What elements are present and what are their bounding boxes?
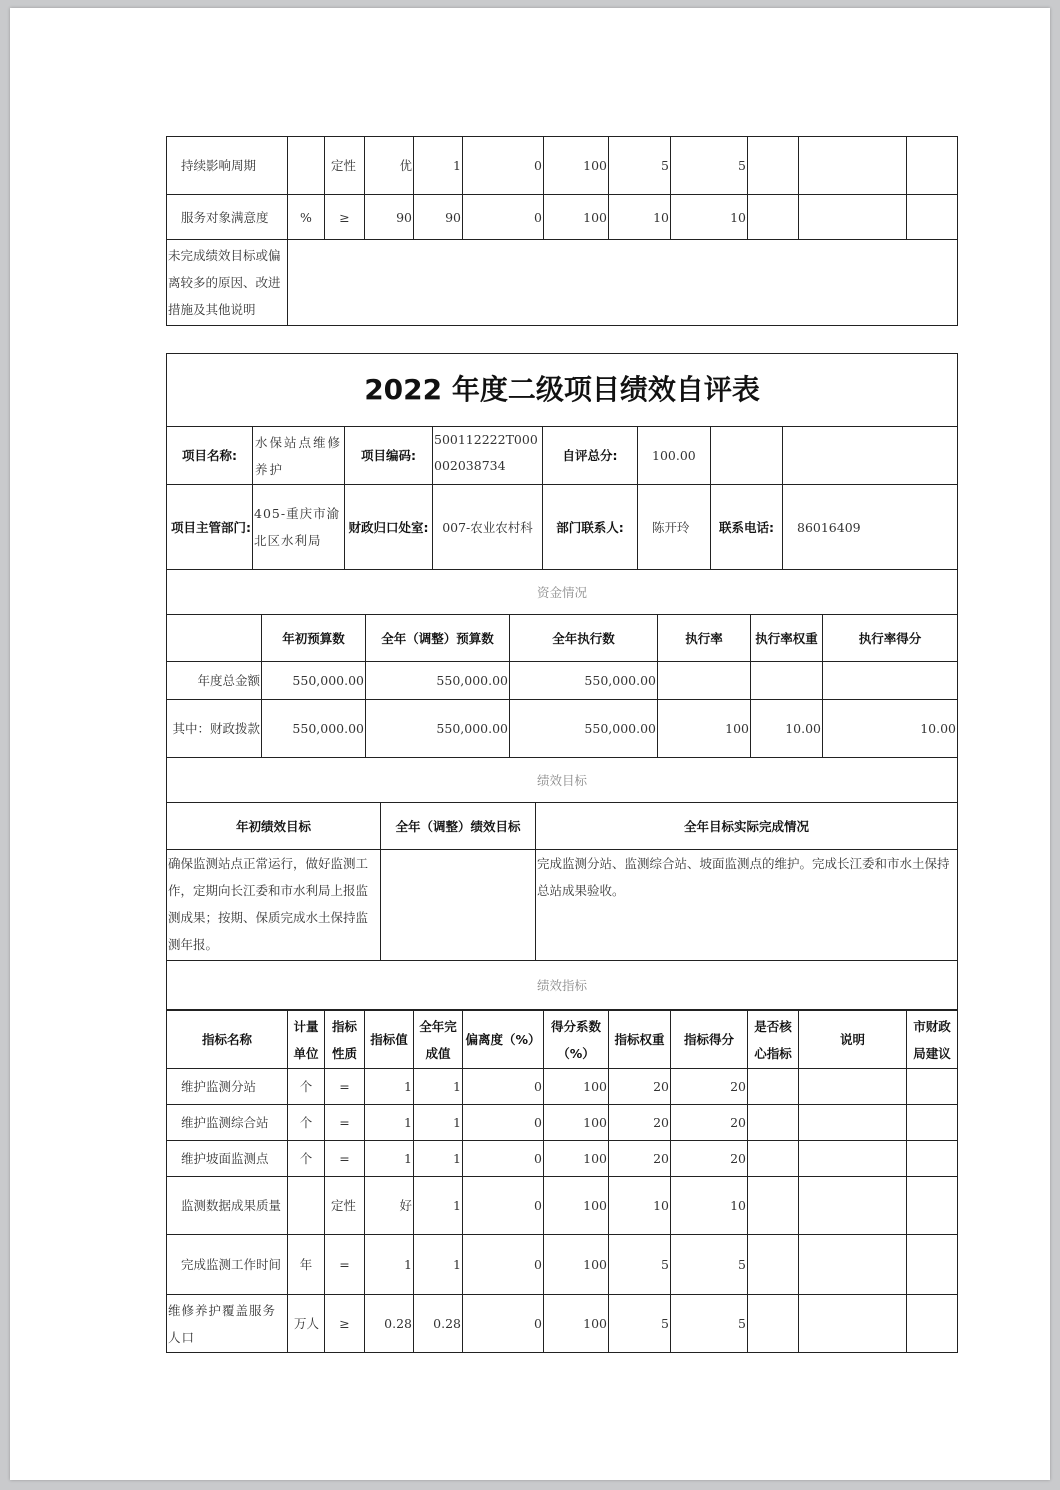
table-row xyxy=(167,240,958,326)
indicator-deviation: 0 xyxy=(463,1295,544,1353)
indicator-target: 1 xyxy=(365,1141,414,1177)
project-name: 水保站点维修养护 xyxy=(253,427,345,485)
indicator-coef: 100 xyxy=(544,1069,609,1105)
indicator-target: 1 xyxy=(365,1235,414,1295)
funds-header: 年初预算数 xyxy=(262,615,366,662)
indicator-nature: 定性 xyxy=(325,137,365,195)
funds-row-label: 年度总金额 xyxy=(167,662,262,700)
indicator-score: 20 xyxy=(671,1069,748,1105)
blank-cell xyxy=(167,615,262,662)
indicator-coef: 100 xyxy=(544,1295,609,1353)
goals-header: 年初绩效目标 xyxy=(167,803,381,850)
indicator-core xyxy=(748,1105,799,1141)
indicator-core xyxy=(748,1235,799,1295)
indicator-header: 说明 xyxy=(799,1011,907,1069)
indicator-core xyxy=(748,137,799,195)
funds-rate: 100 xyxy=(658,700,751,758)
indicator-target: 90 xyxy=(365,195,414,240)
indicator-deviation: 0 xyxy=(463,1235,544,1295)
indicator-actual: 90 xyxy=(414,195,463,240)
indicator-header: 指标性质 xyxy=(325,1011,365,1069)
indicator-advice xyxy=(907,195,958,240)
indicator-core xyxy=(748,195,799,240)
funds-score: 10.00 xyxy=(823,700,958,758)
indicator-score: 5 xyxy=(671,137,748,195)
indicator-target: 1 xyxy=(365,1069,414,1105)
indicator-note xyxy=(799,1141,907,1177)
indicator-unit xyxy=(288,1177,325,1235)
indicator-advice xyxy=(907,1235,958,1295)
table-row xyxy=(167,1105,958,1141)
indicator-score: 20 xyxy=(671,1105,748,1141)
table-row xyxy=(167,700,958,758)
funds-section-title: 资金情况 xyxy=(167,570,958,615)
indicator-note xyxy=(799,195,907,240)
indicator-note xyxy=(799,1105,907,1141)
indicator-header: 指标得分 xyxy=(671,1011,748,1069)
goals-table xyxy=(166,802,958,1010)
indicator-header: 指标值 xyxy=(365,1011,414,1069)
indicator-advice xyxy=(907,1069,958,1105)
indicator-nature: = xyxy=(325,1141,365,1177)
indicator-weight: 5 xyxy=(609,1235,671,1295)
goals-section-title: 绩效目标 xyxy=(167,758,958,803)
indicator-actual: 1 xyxy=(414,1069,463,1105)
indicator-score: 10 xyxy=(671,1177,748,1235)
indicator-advice xyxy=(907,1105,958,1141)
blank-cell xyxy=(783,427,958,485)
indicator-note xyxy=(799,137,907,195)
goals-adjusted xyxy=(381,850,536,961)
indicator-weight: 20 xyxy=(609,1105,671,1141)
table-row xyxy=(167,1295,958,1353)
table-row xyxy=(167,1177,958,1235)
indicator-name: 维修养护覆盖服务人口 xyxy=(167,1295,288,1353)
project-code: 500112222T000002038734 xyxy=(433,427,543,485)
indicator-header: 是否核心指标 xyxy=(748,1011,799,1069)
funds-header: 全年（调整）预算数 xyxy=(366,615,510,662)
indicator-advice xyxy=(907,137,958,195)
funds-weight: 10.00 xyxy=(751,700,823,758)
indicator-score: 5 xyxy=(671,1295,748,1353)
indicator-core xyxy=(748,1177,799,1235)
indicator-name: 服务对象满意度 xyxy=(167,195,288,240)
dept-label: 项目主管部门: xyxy=(167,485,253,570)
indicator-unit: % xyxy=(288,195,325,240)
table-row xyxy=(167,662,958,700)
goals-header: 全年目标实际完成情况 xyxy=(536,803,958,850)
funds-table xyxy=(166,614,958,803)
indicator-header: 全年完成值 xyxy=(414,1011,463,1069)
goals-actual: 完成监测分站、监测综合站、坡面监测点的维护。完成长江委和市水土保持总站成果验收。 xyxy=(536,850,958,961)
indicator-advice xyxy=(907,1177,958,1235)
indicator-note xyxy=(799,1069,907,1105)
indicator-header: 偏离度（%） xyxy=(463,1011,544,1069)
indicator-unit xyxy=(288,137,325,195)
funds-header: 执行率得分 xyxy=(823,615,958,662)
indicator-name: 维护监测综合站 xyxy=(167,1105,288,1141)
indicator-weight: 5 xyxy=(609,137,671,195)
indicator-target: 0.28 xyxy=(365,1295,414,1353)
funds-header: 全年执行数 xyxy=(510,615,658,662)
blank-cell xyxy=(711,427,783,485)
indicator-target: 好 xyxy=(365,1177,414,1235)
page-title: 2022 年度二级项目绩效自评表 xyxy=(167,354,958,427)
total-score: 100.00 xyxy=(638,427,711,485)
indicator-actual: 1 xyxy=(414,1105,463,1141)
funds-score xyxy=(823,662,958,700)
indicator-score: 20 xyxy=(671,1141,748,1177)
indicator-score: 10 xyxy=(671,195,748,240)
indicator-weight: 20 xyxy=(609,1141,671,1177)
indicator-name: 监测数据成果质量 xyxy=(167,1177,288,1235)
finance-office: 007-农业农村科 xyxy=(433,485,543,570)
indicator-nature: ≥ xyxy=(325,195,365,240)
funds-weight xyxy=(751,662,823,700)
funds-rate xyxy=(658,662,751,700)
contact: 陈开玲 xyxy=(638,485,711,570)
indicators-table xyxy=(166,1010,958,1353)
indicator-core xyxy=(748,1295,799,1353)
funds-adjusted: 550,000.00 xyxy=(366,662,510,700)
phone: 86016409 xyxy=(783,485,958,570)
indicator-unit: 个 xyxy=(288,1069,325,1105)
indicator-weight: 10 xyxy=(609,195,671,240)
indicator-actual: 1 xyxy=(414,1177,463,1235)
funds-initial: 550,000.00 xyxy=(262,662,366,700)
funds-header: 执行率权重 xyxy=(751,615,823,662)
indicator-unit: 年 xyxy=(288,1235,325,1295)
table-row xyxy=(167,137,958,195)
indicator-coef: 100 xyxy=(544,1177,609,1235)
indicator-core xyxy=(748,1069,799,1105)
indicator-coef: 100 xyxy=(544,1141,609,1177)
funds-initial: 550,000.00 xyxy=(262,700,366,758)
indicator-weight: 5 xyxy=(609,1295,671,1353)
indicator-target: 1 xyxy=(365,1105,414,1141)
dept: 405-重庆市渝北区水利局 xyxy=(253,485,345,570)
indicator-nature: = xyxy=(325,1069,365,1105)
indicators-section-title: 绩效指标 xyxy=(167,961,958,1010)
indicator-target: 优 xyxy=(365,137,414,195)
table-row xyxy=(167,1141,958,1177)
table-row xyxy=(167,1235,958,1295)
indicator-weight: 20 xyxy=(609,1069,671,1105)
indicator-name: 维护监测分站 xyxy=(167,1069,288,1105)
indicator-nature: ≥ xyxy=(325,1295,365,1353)
indicator-header: 指标名称 xyxy=(167,1011,288,1069)
contact-label: 部门联系人: xyxy=(543,485,638,570)
indicator-advice xyxy=(907,1295,958,1353)
indicator-actual: 0.28 xyxy=(414,1295,463,1353)
indicator-name: 持续影响周期 xyxy=(167,137,288,195)
indicator-deviation: 0 xyxy=(463,1105,544,1141)
project-code-label: 项目编码: xyxy=(345,427,433,485)
finance-office-label: 财政归口处室: xyxy=(345,485,433,570)
indicator-unit: 万人 xyxy=(288,1295,325,1353)
indicator-coef: 100 xyxy=(544,1235,609,1295)
indicator-advice xyxy=(907,1141,958,1177)
indicator-header: 市财政局建议 xyxy=(907,1011,958,1069)
note-label: 未完成绩效目标或偏离较多的原因、改进措施及其他说明 xyxy=(167,240,288,326)
indicator-unit: 个 xyxy=(288,1141,325,1177)
indicator-deviation: 0 xyxy=(463,1177,544,1235)
total-score-label: 自评总分: xyxy=(543,427,638,485)
indicator-nature: = xyxy=(325,1105,365,1141)
goals-initial: 确保监测站点正常运行，做好监测工作，定期向长江委和市水利局上报监测成果；按期、保质完成水土保持监测年报。 xyxy=(167,850,381,961)
indicator-actual: 1 xyxy=(414,1235,463,1295)
funds-executed: 550,000.00 xyxy=(510,662,658,700)
indicator-note xyxy=(799,1295,907,1353)
indicator-nature: 定性 xyxy=(325,1177,365,1235)
phone-label: 联系电话: xyxy=(711,485,783,570)
indicator-table-continued xyxy=(166,136,958,326)
indicator-unit: 个 xyxy=(288,1105,325,1141)
indicator-core xyxy=(748,1141,799,1177)
indicator-header: 指标权重 xyxy=(609,1011,671,1069)
project-info-table xyxy=(166,353,958,615)
indicator-deviation: 0 xyxy=(463,137,544,195)
funds-executed: 550,000.00 xyxy=(510,700,658,758)
indicator-actual: 1 xyxy=(414,137,463,195)
indicator-coef: 100 xyxy=(544,1105,609,1141)
indicator-note xyxy=(799,1177,907,1235)
indicator-note xyxy=(799,1235,907,1295)
table-row xyxy=(167,1069,958,1105)
document-page xyxy=(10,8,1050,1480)
table-row xyxy=(167,195,958,240)
indicator-deviation: 0 xyxy=(463,1069,544,1105)
project-name-label: 项目名称: xyxy=(167,427,253,485)
indicator-header: 计量单位 xyxy=(288,1011,325,1069)
indicator-deviation: 0 xyxy=(463,195,544,240)
indicator-weight: 10 xyxy=(609,1177,671,1235)
note-content xyxy=(288,240,958,326)
funds-header: 执行率 xyxy=(658,615,751,662)
indicator-nature: = xyxy=(325,1235,365,1295)
goals-header: 全年（调整）绩效目标 xyxy=(381,803,536,850)
funds-adjusted: 550,000.00 xyxy=(366,700,510,758)
indicator-name: 维护坡面监测点 xyxy=(167,1141,288,1177)
funds-row-label: 其中：财政拨款 xyxy=(167,700,262,758)
indicator-header: 得分系数（%） xyxy=(544,1011,609,1069)
indicator-name: 完成监测工作时间 xyxy=(167,1235,288,1295)
indicator-score: 5 xyxy=(671,1235,748,1295)
indicator-deviation: 0 xyxy=(463,1141,544,1177)
indicator-coef: 100 xyxy=(544,195,609,240)
indicator-coef: 100 xyxy=(544,137,609,195)
indicator-actual: 1 xyxy=(414,1141,463,1177)
